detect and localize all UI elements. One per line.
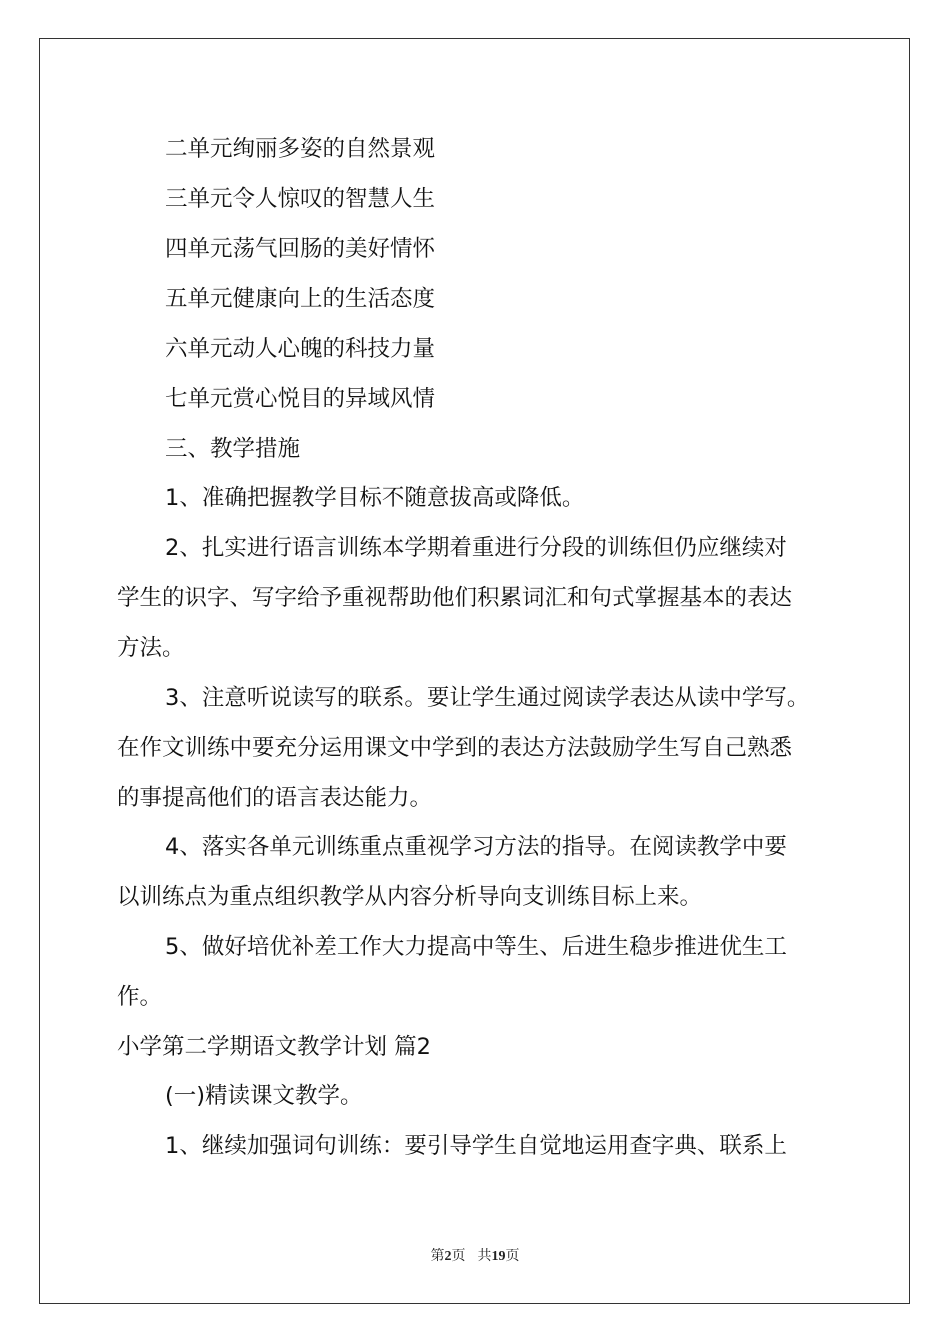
unit-3-line: 三单元令人惊叹的智慧人生 [165,186,436,212]
page-footer [0,1245,950,1265]
page-prefix: 第 [430,1249,445,1264]
item-1-line-1: 1、继续加强词句训练：要引导学生自觉地运用查字典、联系上 [165,1133,787,1159]
measure-4-line-1: 4、落实各单元训练重点重视学习方法的指导。在阅读教学中要 [165,834,787,860]
total-pages: 19 [491,1249,506,1264]
measure-3-line-1: 3、注意听说读写的联系。要让学生通过阅读学表达从读中学写。 [165,685,810,711]
measure-2-line-1: 2、扎实进行语言训练本学期着重进行分段的训练但仍应继续对 [165,535,787,561]
measure-2-line-2: 学生的识字、写字给予重视帮助他们积累词汇和句式掌握基本的表达 [117,585,793,611]
measure-3-line-3: 的事提高他们的语言表达能力。 [117,785,433,811]
plan-title: 小学第二学期语文教学计划 篇2 [117,1034,431,1060]
section-heading: 三、教学措施 [165,436,301,462]
unit-2-line: 二单元绚丽多姿的自然景观 [165,136,436,162]
page-border [39,38,910,1304]
page-suffix: 页 [451,1249,466,1264]
unit-7-line: 七单元赏心悦目的异域风情 [165,386,436,412]
measure-5-line-2: 作。 [117,984,163,1010]
measure-1: 1、准确把握教学目标不随意拔高或降低。 [165,485,585,511]
unit-5-line: 五单元健康向上的生活态度 [165,286,436,312]
measure-5-line-1: 5、做好培优补差工作大力提高中等生、后进生稳步推进优生工 [165,934,787,960]
measure-4-line-2: 以训练点为重点组织教学从内容分析导向支训练目标上来。 [117,884,703,910]
measure-2-line-3: 方法。 [117,635,185,661]
total-prefix: 共 [477,1249,492,1264]
page-number: 2 [444,1249,452,1264]
subsection-heading: (一)精读课文教学。 [165,1083,363,1109]
measure-3-line-2: 在作文训练中要充分运用课文中学到的表达方法鼓励学生写自己熟悉 [117,735,793,761]
unit-6-line: 六单元动人心魄的科技力量 [165,336,436,362]
unit-4-line: 四单元荡气回肠的美好情怀 [165,236,436,262]
total-suffix: 页 [505,1249,520,1264]
